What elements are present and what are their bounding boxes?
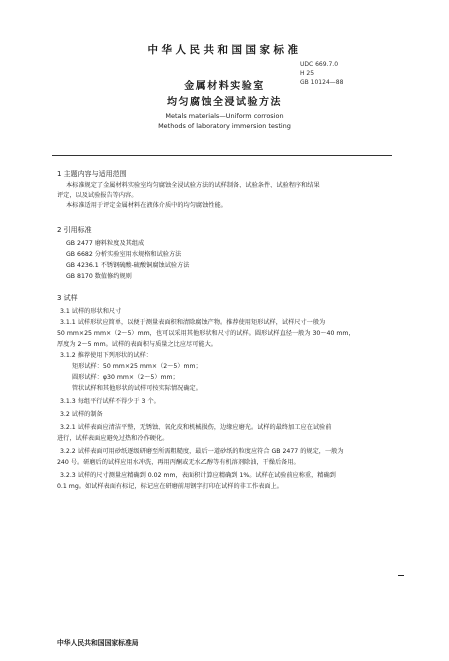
section-3-line: 3.1.1 试样形状应简单，以便于测量表面积和清除腐蚀产物。推荐使用矩形试样，试样尺寸一般为 — [60, 319, 326, 326]
section-3-line: 进行，试样表面应避免过热和冷作硬化。 — [57, 435, 169, 442]
section-3-line: 圆形试样：φ30 mm×（2～5）mm； — [72, 374, 179, 381]
title-cn-line2: 均匀腐蚀全浸试验方法 — [167, 97, 282, 108]
code-gb: GB 10124—88 — [300, 79, 344, 86]
section-3-line: 3.2.2 试样表面可用砂纸逐级研磨至所需粗糙度，最后一道砂纸的粒度应符合 GB 2477 的规定，一般为 — [60, 448, 344, 455]
section-1-heading: 1 主题内容与适用范围 — [57, 170, 127, 178]
title-en-line1: Metals materials—Uniform corrosion — [165, 112, 284, 120]
section-3-line: 3.1.2 推荐使用下列形状的试样： — [60, 352, 152, 359]
footer-publisher: 中华人民共和国国家标准局 — [57, 639, 139, 647]
section-3-line: 矩形试样：50 mm×25 mm×（2～5）mm； — [72, 363, 202, 370]
section-1-para: 本标准适用于评定金属材料在液体介质中的均匀腐蚀性能。 — [66, 202, 227, 209]
section-3-line: 厚度为 2～5 mm。试样的表面积与质量之比应尽可能大。 — [57, 341, 217, 348]
title-cn-line1: 金属材料实验室 — [184, 81, 265, 92]
reference-item: GB 6682 分析实验室用水规格和试验方法 — [66, 251, 182, 258]
section-2-heading: 2 引用标准 — [57, 226, 92, 234]
reference-item: GB 2477 磨料粒度及其组成 — [66, 240, 145, 247]
section-3-line: 管状试样和其他形状的试样可按实际情况确定。 — [72, 385, 202, 392]
code-udc: UDC 669.7.0 — [300, 61, 339, 68]
section-3-line: 0.1 mg。如试样表面有标记，标记应在研磨前用钢字打印在试样的非工作表面上。 — [57, 483, 283, 490]
standard-title: 中华人民共和国国家标准 — [147, 44, 302, 56]
reference-item: GB 8170 数值修约规则 — [66, 273, 132, 280]
section-3-line: 240 号。研磨后的试样应用水冲洗，再用丙酮或无水乙醇等有机溶剂除油，干燥后备用。 — [57, 459, 300, 466]
section-3-line: 3.2.1 试样表面应清洁平整，无锈蚀、氧化皮和机械损伤，边缘应磨光。试样的最终加工应在试验前 — [60, 424, 332, 431]
section-3-line: 50 mm×25 mm×（2～5）mm，也可以采用其他形状和尺寸的试样。圆形试样直径一般为 30～40 mm， — [57, 330, 355, 337]
section-3-heading: 3 试样 — [57, 294, 78, 302]
header-divider — [52, 155, 392, 156]
title-en-line2: Methods of laboratory immersion testing — [158, 122, 291, 130]
section-3-line: 3.1.3 每组平行试样不得少于 3 个。 — [60, 398, 160, 405]
section-3-line: 3.2.3 试样的尺寸测量应精确到 0.02 mm，表面积计算应精确到 1%。试样在试验前应称重，精确到 — [60, 472, 336, 479]
reference-item: GB 4236.1 不锈钢硫酸-硫酸铜腐蚀试验方法 — [66, 262, 190, 269]
section-3-line: 3.1 试样的形状和尺寸 — [60, 308, 122, 315]
section-1-para: 本标准规定了金属材料实验室均匀腐蚀全浸试验方法的试样制备、试验条件、试验程序和结果 — [66, 182, 320, 189]
section-1-para: 评定，以及试验报告等内容。 — [57, 192, 138, 199]
margin-mark — [398, 575, 404, 576]
section-3-line: 3.2 试样的制备 — [60, 411, 103, 418]
code-class: H 25 — [300, 70, 315, 77]
